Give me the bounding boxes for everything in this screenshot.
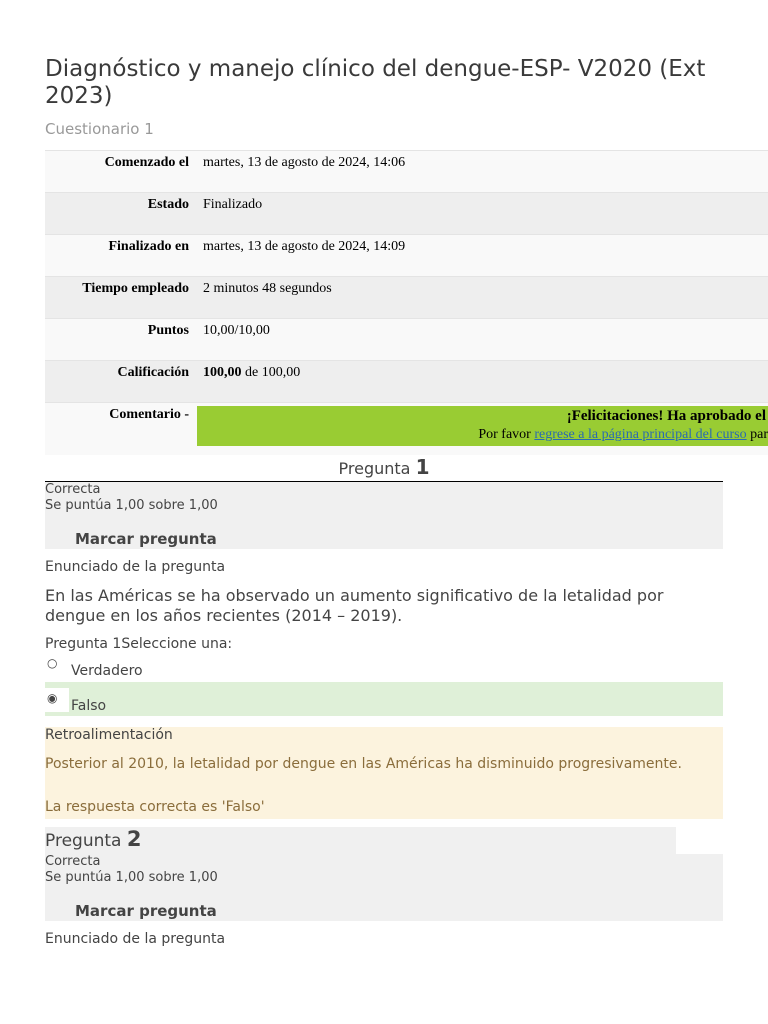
- summary-value: 10,00/10,00: [197, 319, 768, 361]
- radio-unchecked-icon[interactable]: ○: [47, 656, 58, 670]
- summary-row-finished: [45, 235, 768, 277]
- summary-value: Finalizado: [197, 193, 768, 235]
- page-title: Diagnóstico y manejo clínico del dengue-ESP- V2020 (Ext 2023): [45, 56, 706, 109]
- summary-label: Comentario -: [45, 403, 197, 455]
- summary-row-time: [45, 277, 768, 319]
- option-falso[interactable]: [45, 682, 723, 716]
- feedback-comment-box: [197, 406, 768, 446]
- summary-row-points: [45, 319, 768, 361]
- summary-value: [197, 361, 768, 403]
- summary-row-comment: [45, 403, 768, 455]
- right-answer-text: La respuesta correcta es 'Falso': [45, 799, 265, 815]
- summary-value: martes, 13 de agosto de 2024, 14:06: [197, 151, 768, 193]
- grade-total: de 100,00: [241, 365, 301, 380]
- summary-label: Estado: [45, 193, 197, 235]
- comment-prefix: Por favor: [478, 427, 535, 442]
- question-state: Correcta: [45, 482, 101, 497]
- summary-label: Finalizado en: [45, 235, 197, 277]
- comment-text: [478, 427, 768, 443]
- page-subtitle: Cuestionario 1: [45, 120, 154, 138]
- question-prompt: Pregunta 1Seleccione una:: [45, 636, 233, 652]
- summary-row-started: [45, 151, 768, 193]
- question-grade: Se puntúa 1,00 sobre 1,00: [45, 870, 218, 885]
- general-feedback-text: Posterior al 2010, la letalidad por dengue en las Américas ha disminuido progresivamente.: [45, 756, 682, 772]
- question-statement-label: Enunciado de la pregunta: [45, 559, 226, 575]
- question-header-word: Pregunta: [338, 459, 411, 478]
- option-label: Falso: [71, 698, 107, 714]
- attempt-summary-table: [45, 150, 768, 455]
- question-1-info: [45, 482, 723, 549]
- question-1-text: En las Américas se ha observado un aumento significativo de la letalidad por dengue en los años recientes (2014 – 2019).: [45, 586, 664, 625]
- summary-label: Tiempo empleado: [45, 277, 197, 319]
- feedback-header: Retroalimentación: [45, 727, 173, 743]
- question-grade: Se puntúa 1,00 sobre 1,00: [45, 498, 218, 513]
- summary-value: martes, 13 de agosto de 2024, 14:09: [197, 235, 768, 277]
- course-home-link[interactable]: regrese a la página principal del curso: [534, 427, 747, 442]
- comment-headline: ¡Felicitaciones! Ha aprobado el: [566, 408, 766, 424]
- question-2-info: [45, 854, 723, 921]
- flag-question-button[interactable]: Marcar pregunta: [75, 902, 217, 920]
- question-1-header: [45, 455, 723, 482]
- question-2-header: [45, 827, 676, 854]
- question-number: 2: [126, 827, 142, 851]
- option-label: Verdadero: [71, 663, 143, 679]
- grade-score: 100,00: [203, 365, 242, 380]
- summary-value: [197, 403, 768, 455]
- question-number: 1: [415, 455, 430, 479]
- comment-suffix: par: [746, 427, 768, 442]
- summary-value: 2 minutos 48 segundos: [197, 277, 768, 319]
- radio-checked-icon[interactable]: ◉: [45, 688, 69, 712]
- question-state: Correcta: [45, 854, 101, 869]
- question-1-feedback: [45, 727, 723, 819]
- flag-question-button[interactable]: Marcar pregunta: [75, 530, 217, 548]
- summary-row-grade: [45, 361, 768, 403]
- summary-row-state: [45, 193, 768, 235]
- summary-label: Puntos: [45, 319, 197, 361]
- question-statement-label: Enunciado de la pregunta: [45, 931, 226, 947]
- summary-label: Comenzado el: [45, 151, 197, 193]
- summary-label: Calificación: [45, 361, 197, 403]
- question-header-word: Pregunta: [45, 831, 122, 851]
